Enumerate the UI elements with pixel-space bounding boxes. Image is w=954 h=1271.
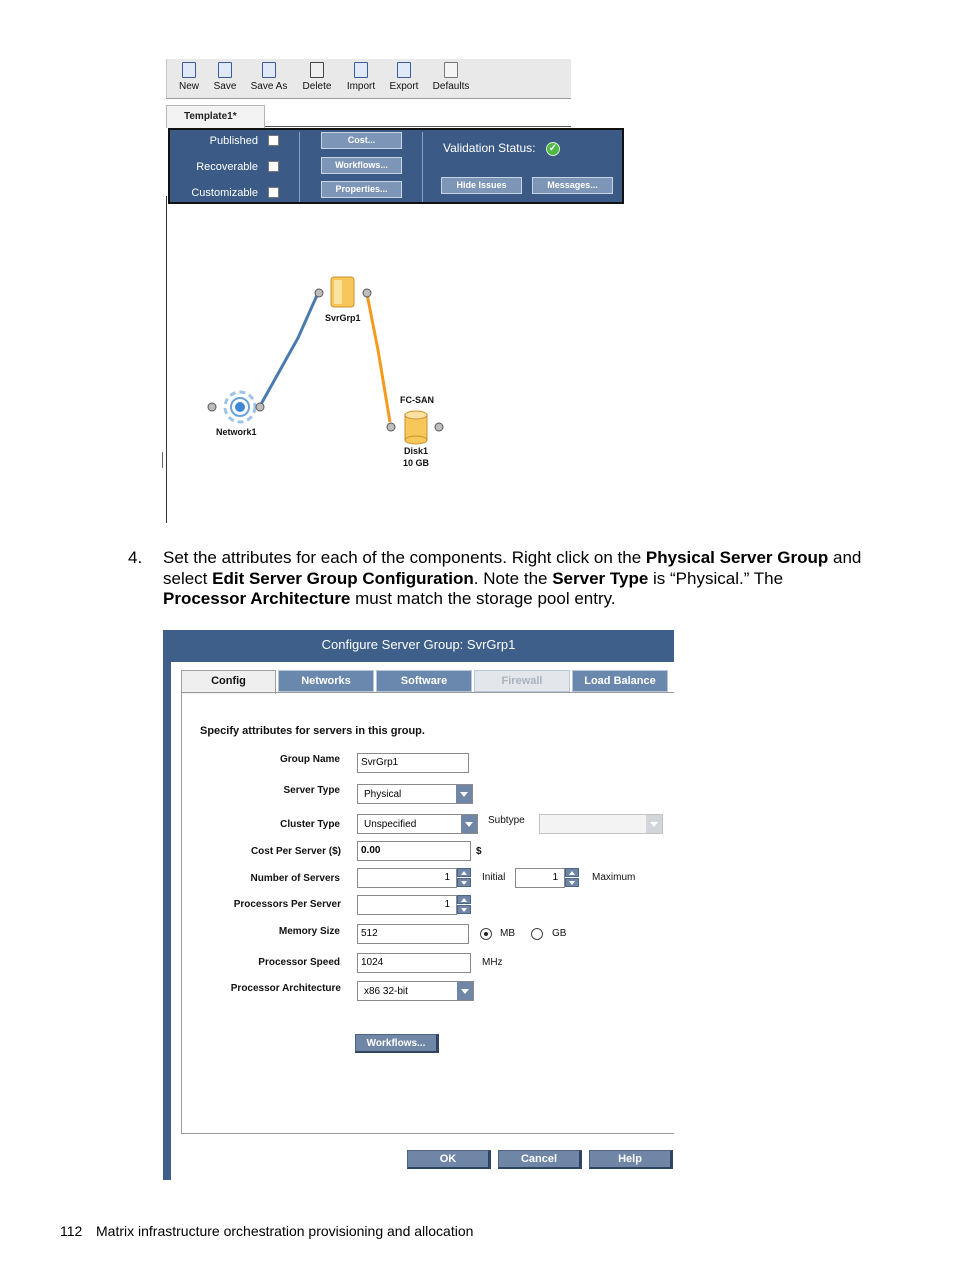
- workflows-button[interactable]: Workflows...: [321, 157, 402, 174]
- storage-type-label: FC-SAN: [400, 395, 434, 405]
- workflows-button[interactable]: Workflows...: [355, 1034, 439, 1053]
- memory-size-label: Memory Size: [278, 926, 340, 937]
- help-button[interactable]: Help: [589, 1150, 673, 1169]
- memory-size-field[interactable]: 512: [357, 924, 469, 944]
- page-number: 112: [60, 1223, 83, 1239]
- defaults-button[interactable]: Defaults: [432, 62, 470, 98]
- subtype-select[interactable]: [539, 814, 663, 834]
- ok-button[interactable]: OK: [407, 1150, 491, 1169]
- chevron-up-icon[interactable]: [457, 895, 471, 904]
- maximum-label: Maximum: [592, 872, 636, 883]
- defaults-icon: [444, 62, 458, 78]
- server-type-label: Server Type: [283, 785, 340, 796]
- canvas-marker: [162, 452, 163, 468]
- messages-button[interactable]: Messages...: [532, 177, 613, 194]
- group-name-field[interactable]: SvrGrp1: [357, 753, 469, 773]
- separator: [422, 132, 423, 202]
- processor-speed-field[interactable]: 1024: [357, 953, 471, 973]
- connector-port[interactable]: [256, 403, 264, 411]
- tab-firewall[interactable]: Firewall: [474, 670, 570, 692]
- network-link[interactable]: [260, 293, 318, 406]
- network-label: Network1: [216, 427, 257, 437]
- disk-node[interactable]: [405, 411, 427, 444]
- published-checkbox[interactable]: [268, 135, 279, 146]
- customizable-checkbox[interactable]: [268, 187, 279, 198]
- save-as-icon: [262, 62, 276, 78]
- template-tabstrip: [166, 105, 571, 128]
- topology-diagram: [166, 260, 486, 480]
- cluster-type-select[interactable]: Unspecified: [357, 814, 478, 834]
- dollar-unit: $: [476, 846, 482, 857]
- template-properties-bar: [168, 128, 624, 204]
- tab-config[interactable]: Config: [181, 670, 276, 694]
- connector-port[interactable]: [315, 289, 323, 297]
- cost-per-server-field[interactable]: 0.00: [357, 841, 471, 861]
- step-instructions: Set the attributes for each of the components. Right click on the Physical Server Group and select Edit Server Group Configuration. Note the Server Type is “Physical.” The Processor Architecture must match the storage pool entry.: [163, 548, 862, 608]
- number-of-servers-label: Number of Servers: [250, 873, 340, 884]
- maximum-servers-field[interactable]: 1: [515, 868, 565, 888]
- recoverable-checkbox[interactable]: [268, 161, 279, 172]
- step-number: 4.: [128, 548, 143, 567]
- chevron-up-icon[interactable]: [565, 868, 579, 877]
- new-button[interactable]: New: [177, 62, 201, 98]
- chevron-down-icon[interactable]: [457, 982, 473, 1000]
- hide-issues-button[interactable]: Hide Issues: [441, 177, 522, 194]
- trash-icon: [310, 62, 324, 78]
- cancel-button[interactable]: Cancel: [498, 1150, 582, 1169]
- cluster-type-label: Cluster Type: [280, 819, 340, 830]
- export-icon: [397, 62, 411, 78]
- chevron-down-icon[interactable]: [456, 785, 472, 803]
- chevron-down-icon[interactable]: [646, 815, 662, 833]
- chevron-down-icon[interactable]: [457, 878, 471, 887]
- chevron-down-icon[interactable]: [461, 815, 477, 833]
- tab-template1[interactable]: Template1*: [166, 105, 265, 128]
- published-label: Published: [209, 135, 258, 147]
- save-as-button[interactable]: Save As: [249, 62, 289, 98]
- intro-text: Specify attributes for servers in this group.: [200, 725, 425, 737]
- group-name-label: Group Name: [279, 754, 340, 765]
- import-icon: [354, 62, 368, 78]
- customizable-label: Customizable: [191, 187, 258, 199]
- maximum-spinner[interactable]: [565, 868, 579, 888]
- properties-button[interactable]: Properties...: [321, 181, 402, 198]
- save-icon: [218, 62, 232, 78]
- processors-spinner[interactable]: [457, 895, 471, 915]
- mb-label: MB: [500, 928, 515, 939]
- gb-radio[interactable]: [531, 928, 543, 940]
- recoverable-label: Recoverable: [196, 161, 258, 173]
- processor-architecture-select[interactable]: x86 32-bit: [357, 981, 474, 1001]
- processors-per-server-label: Processors Per Server: [233, 899, 341, 910]
- tab-load-balance[interactable]: Load Balance: [572, 670, 668, 692]
- disk-size-label: 10 GB: [403, 458, 430, 468]
- topology-canvas: [166, 260, 486, 480]
- configure-server-group-dialog: [163, 630, 674, 1180]
- designer-toolbar: [166, 59, 571, 99]
- tab-networks[interactable]: Networks: [278, 670, 374, 692]
- new-icon: [182, 62, 196, 78]
- save-button[interactable]: Save: [211, 62, 239, 98]
- processors-per-server-field[interactable]: 1: [357, 895, 457, 915]
- mb-radio[interactable]: [480, 928, 492, 940]
- server-type-select[interactable]: Physical: [357, 784, 473, 804]
- storage-link[interactable]: [367, 294, 390, 422]
- initial-label: Initial: [482, 872, 506, 883]
- mhz-unit: MHz: [482, 957, 503, 968]
- separator: [299, 132, 300, 202]
- initial-spinner[interactable]: [457, 868, 471, 888]
- tab-divider: [265, 126, 571, 127]
- dialog-title: Configure Server Group: SvrGrp1: [321, 637, 516, 652]
- connector-port[interactable]: [363, 289, 371, 297]
- gb-label: GB: [552, 928, 567, 939]
- processor-speed-label: Processor Speed: [258, 957, 340, 968]
- cost-button[interactable]: Cost...: [321, 132, 402, 149]
- chevron-up-icon[interactable]: [457, 868, 471, 877]
- chevron-down-icon[interactable]: [457, 905, 471, 914]
- server-group-node[interactable]: [331, 277, 354, 307]
- connector-port[interactable]: [435, 423, 443, 431]
- network-node[interactable]: [225, 392, 255, 422]
- connector-port[interactable]: [387, 423, 395, 431]
- export-button[interactable]: Export: [388, 62, 420, 98]
- validation-status-label: Validation Status:: [443, 141, 536, 155]
- cost-per-server-label: Cost Per Server ($): [250, 846, 341, 857]
- import-button[interactable]: Import: [345, 62, 377, 98]
- server-group-label: SvrGrp1: [325, 313, 361, 323]
- chapter-title: Matrix infrastructure orchestration provisioning and allocation: [96, 1223, 474, 1239]
- chevron-down-icon[interactable]: [565, 878, 579, 887]
- subtype-label: Subtype: [488, 815, 525, 826]
- delete-button[interactable]: Delete: [301, 62, 333, 98]
- config-panel: [181, 692, 674, 1134]
- disk-name-label: Disk1: [404, 446, 429, 456]
- check-icon: ✓: [546, 142, 560, 156]
- tab-software[interactable]: Software: [376, 670, 472, 692]
- processor-architecture-label: Processor Architecture: [230, 983, 341, 994]
- initial-servers-field[interactable]: 1: [357, 868, 457, 888]
- connector-port[interactable]: [208, 403, 216, 411]
- dialog-body: [171, 662, 674, 1180]
